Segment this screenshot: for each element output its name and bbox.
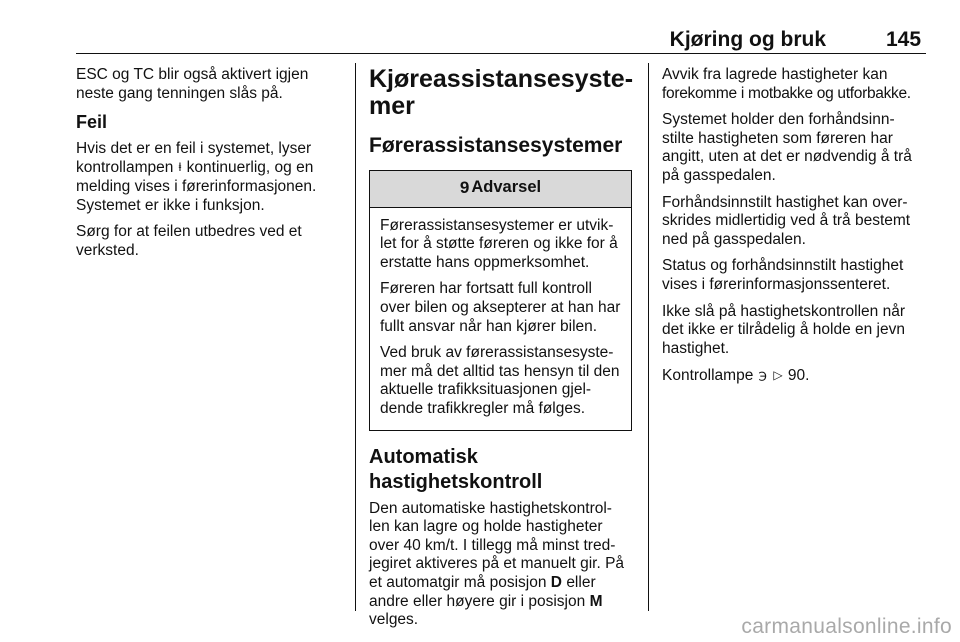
section-title	[369, 66, 632, 120]
text-line: mer må det alltid tas hensyn til den	[380, 362, 620, 380]
warning-triangle-icon: 9	[459, 178, 470, 197]
text-line: Sørg for at feilen utbedres ved et	[76, 223, 302, 241]
page-number: 145	[886, 28, 922, 51]
heading-line: hastighetskontroll	[369, 470, 543, 493]
text-segment: andre eller høyere gir i posisjon	[369, 592, 586, 610]
paragraph	[662, 66, 947, 103]
text-line: Ikke slå på hastighetskontrollen når	[662, 302, 905, 320]
text-line: Hvis det er en feil i systemet, lyser	[76, 139, 312, 157]
paragraph-cruise-control	[369, 500, 632, 630]
text-line: på gasspedalen.	[662, 166, 776, 184]
paragraph-indicator-reference	[662, 366, 947, 386]
subsection-title: Førerassistansesystemer	[369, 134, 623, 157]
text-line	[369, 593, 632, 612]
text-segment: eller	[566, 573, 596, 591]
text-line: Systemet holder den forhåndsinn-	[662, 111, 895, 129]
heading-fault: Feil	[76, 112, 108, 133]
text-segment: Kontrollampe	[662, 367, 754, 385]
text-line: erstatte hans oppmerksomhet.	[380, 253, 590, 271]
paragraph-workshop	[76, 223, 344, 260]
text-line: skrides midlertidig ved å trå bestemt	[662, 212, 911, 230]
paragraph	[662, 194, 947, 250]
gear-position-m: M	[589, 592, 603, 610]
esc-tc-warning-lamp-icon: ⱡ	[178, 160, 182, 175]
text-line	[369, 574, 632, 593]
warning-label: Advarsel	[471, 178, 542, 196]
text-segment: et automatgir må posisjon	[369, 573, 547, 591]
text-line: Forhåndsinnstilt hastighet kan over-	[662, 193, 908, 211]
column-divider-1	[355, 63, 356, 611]
text-line: stilte hastigheten som føreren har	[662, 129, 893, 147]
paragraph-fault	[76, 140, 344, 215]
text-line: Avvik fra lagrede hastigheter kan	[662, 66, 888, 83]
text-line: aktuelle trafikksituasjonen gjel-	[380, 381, 592, 399]
warning-paragraph	[380, 280, 621, 336]
warning-header	[370, 171, 631, 208]
watermark: carmanualsonline.info	[741, 615, 952, 638]
text-line: Føreren har fortsatt full kontroll	[380, 280, 592, 298]
text-line: velges.	[369, 611, 419, 629]
text-line: len kan lagre og holde hastigheter	[369, 518, 603, 536]
column-2	[369, 66, 632, 638]
warning-paragraph	[380, 217, 621, 273]
column-divider-2	[648, 63, 649, 611]
text-line: ned på gasspedalen.	[662, 230, 806, 248]
column-1	[76, 66, 344, 268]
warning-body	[370, 208, 631, 430]
text-line: let for å støtte føreren og ikke for å	[380, 235, 618, 253]
text-line: fullt ansvar når han kjører bilen.	[380, 317, 598, 335]
paragraph	[662, 257, 947, 294]
text-line: det ikke er tilrådelig å holde en jevn	[662, 321, 905, 339]
header-rule	[76, 53, 926, 54]
text-line: verksted.	[76, 241, 139, 259]
text-line: Status og forhåndsinnstilt hastighet	[662, 257, 904, 275]
warning-box	[369, 170, 632, 431]
paragraph	[662, 303, 947, 359]
text-line: hastighet.	[662, 339, 730, 357]
text-line: Ved bruk av førerassistansesyste-	[380, 344, 614, 362]
paragraph	[662, 111, 947, 185]
text-line: ESC og TC blir også aktivert igjen	[76, 66, 309, 83]
text-line: neste gang tenningen slås på.	[76, 84, 283, 102]
gear-position-d: D	[550, 573, 562, 591]
page-reference: 90.	[787, 367, 810, 385]
heading-cruise-control	[369, 445, 632, 495]
text-line: over bilen og aksepterer at han har	[380, 298, 621, 316]
text-line: angitt, uten at det er nødvendig å trå	[662, 148, 912, 166]
text-line: Den automatiske hastighetskontrol-	[369, 499, 612, 517]
running-header-title: Kjøring og bruk	[669, 28, 826, 51]
text-line: forekomme i motbakke og utforbakke.	[662, 84, 911, 102]
text-line: melding vises i førerinformasjonen.	[76, 177, 317, 195]
text-segment: kontinuerlig, og en	[186, 159, 314, 177]
text-segment: kontrollampen	[76, 159, 174, 177]
text-line: jegiret aktiveres på et manuelt gir. På	[369, 555, 625, 573]
title-line: mer	[369, 92, 415, 120]
text-line: Førerassistansesystemer er utvik-	[380, 216, 614, 234]
column-3	[662, 66, 947, 394]
text-line: over 40 km/t. I tillegg må minst tred-	[369, 536, 616, 554]
text-line: Systemet er ikke i funksjon.	[76, 196, 265, 214]
cruise-control-lamp-icon: ℈	[758, 368, 768, 383]
text-line: vises i førerinformasjonssenteret.	[662, 275, 891, 293]
paragraph-esc-tc-reactivation	[76, 66, 344, 103]
page-reference-arrow-icon: ▷	[773, 368, 783, 383]
title-line: Kjøreassistansesyste-	[369, 65, 634, 93]
text-line: dende trafikkregler må følges.	[380, 399, 586, 417]
text-line	[76, 158, 344, 178]
heading-line: Automatisk	[369, 445, 478, 468]
warning-paragraph	[380, 344, 621, 418]
